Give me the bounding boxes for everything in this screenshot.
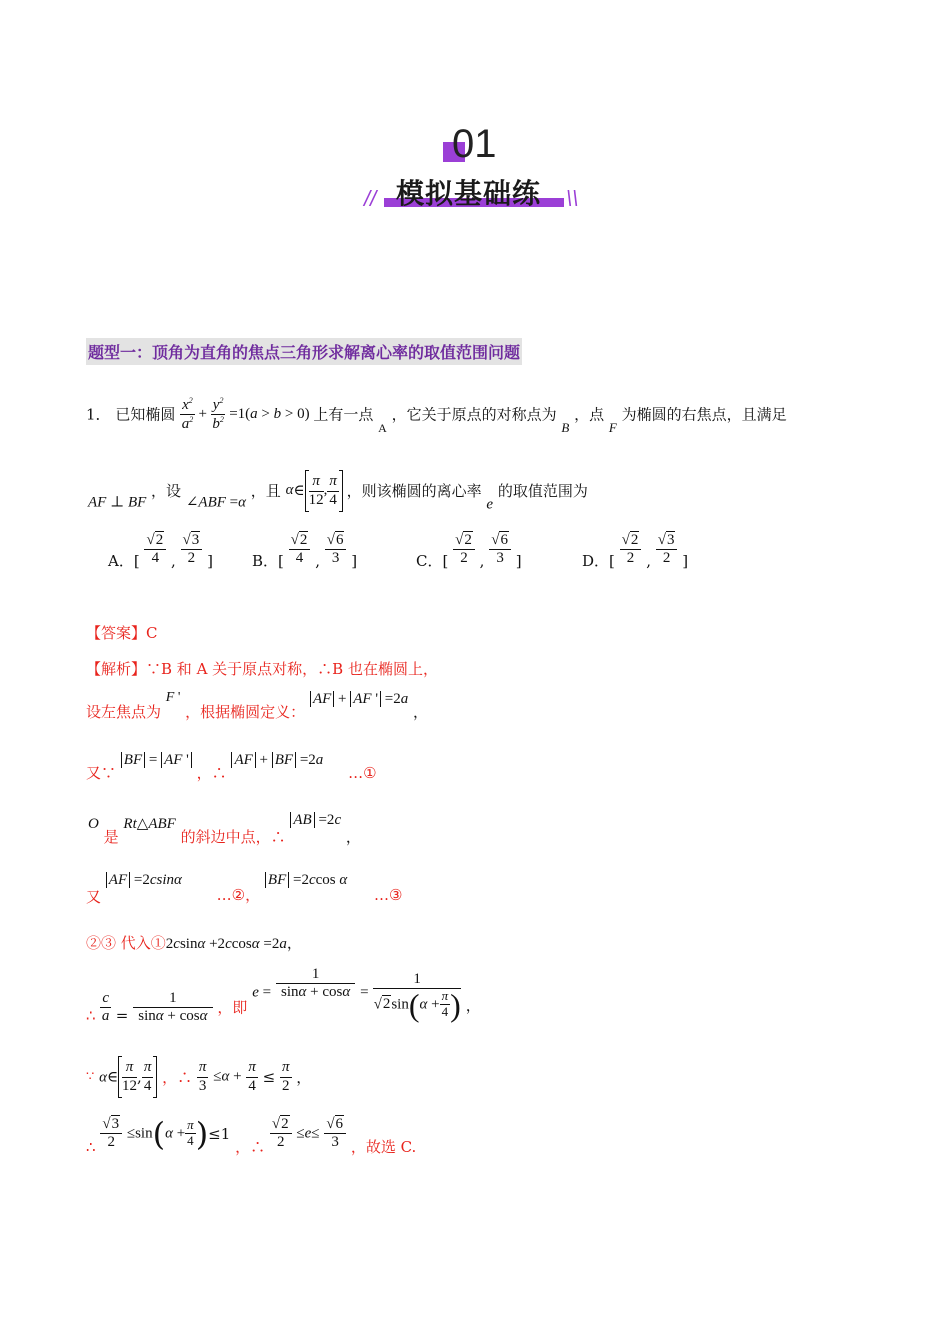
point-b: B [561, 420, 570, 436]
problem-text: ，设 [151, 481, 182, 500]
analysis-line-4: O 是 Rt△ABF 的斜边中点，∴ AB =2c ， [88, 812, 361, 846]
ref-1: …① [348, 764, 377, 782]
angle-def: ∠ABF =α [185, 494, 247, 511]
perpendicular-condition: AF ⊥ BF [88, 494, 147, 511]
eccentricity-symbol: e [486, 496, 494, 513]
analysis-line-3: 又∵ BF = AF ' ，∴ AF + BF =2a …① [86, 752, 377, 782]
problem-text: ，则该椭圆的离心率 [346, 481, 482, 500]
ref-2: …②， [216, 886, 261, 904]
problem-line-2 [88, 470, 588, 520]
analysis-label: 【解析】 [86, 660, 147, 678]
problem-text: ，点 [574, 405, 605, 424]
ref-3: …③ [374, 886, 403, 904]
analysis-line-8: ∵ α∈ $\frac{\pi}{12}$ , $\frac{\pi}{4}$ ，∴ $\frac{\pi}{3}$ ≤α + $\frac{\pi}{4}$ ≤ $\frac{\pi}{2}$ ， [86, 1056, 311, 1100]
answer-line [86, 622, 158, 643]
point-f: F [608, 420, 617, 436]
ellipse-definition: AF + AF ' =2a [310, 691, 408, 707]
header-right-slashes: \\ [566, 186, 579, 211]
analysis-line-6: ②③ 代入①2csinα +2ccosα =2a， [86, 934, 302, 952]
header-number: 01 [452, 122, 497, 166]
problem-text: 为椭圆的右焦点，且满足 [621, 405, 787, 424]
analysis-line-9: ∴ $\frac{√3}{2}$ ≤sin(α + $\frac{\pi}{4}$ )≤1 ，∴ $\frac{√2}{2}$ ≤e≤ $\frac{√6}{3}$ ，故选 C. [86, 1114, 417, 1156]
header-title: 模拟基础练 [396, 177, 542, 210]
problem-number: 1． [86, 405, 111, 424]
answer-label: 【答案】 [86, 624, 147, 642]
options-row [108, 532, 908, 582]
section-title: 题型一：顶角为直角的焦点三角形求解离心率的取值范围问题 [86, 338, 522, 365]
analysis-line-1: 【解析】∵B 和 A 关于原点对称，∴B 也在椭圆上， [86, 660, 438, 678]
alpha-range: α∈ $\frac{\pi}{12}$ , $\frac{\pi}{4}$ [286, 482, 347, 498]
option-d[interactable]: D．[ $\frac{√2}{2}$ , $\frac{√3}{2}$ ] [582, 532, 689, 570]
problem-text: ，且 [250, 481, 281, 500]
analysis-line-5: 又 AF =2csinα …②， BF =2ccos α …③ [86, 872, 403, 906]
problem-line-1 [86, 396, 787, 446]
option-b[interactable]: B．[ $\frac{√2}{4}$ , $\frac{√6}{3}$ ] [252, 532, 358, 570]
problem-text: 已知椭圆 [115, 405, 176, 424]
header-left-slashes: // [364, 186, 377, 211]
analysis-line-2: 设左焦点为 F ' ，根据椭圆定义： AF + AF ' =2a ， [86, 690, 429, 721]
option-c[interactable]: C．[ $\frac{√2}{2}$ , $\frac{√6}{3}$ ] [416, 532, 522, 570]
problem-text: 的取值范围为 [497, 481, 588, 500]
problem-text: ，它关于原点的对称点为 [391, 405, 557, 424]
point-a: A [378, 421, 387, 436]
option-a[interactable]: A．[ $\frac{√2}{4}$ , $\frac{√3}{2}$ ] [108, 532, 213, 570]
ellipse-equation: $\frac{x^2}{a^2}$ + $\frac{y^2}{b^2}$ =1(a > b > 0) [181, 396, 310, 433]
analysis-line-7: ∴ $\frac{c}{a}$ = $\frac{1}{\sin\alpha + \cos\alpha}$ ，即 e = $\frac{1}{\sin\alpha + \cos\alpha}$ = 1 √2sin(α + $\frac{\pi}{4}$ ) ， [86, 966, 481, 1025]
answer-value: C [146, 624, 158, 642]
problem-text: 上有一点 [313, 405, 374, 424]
